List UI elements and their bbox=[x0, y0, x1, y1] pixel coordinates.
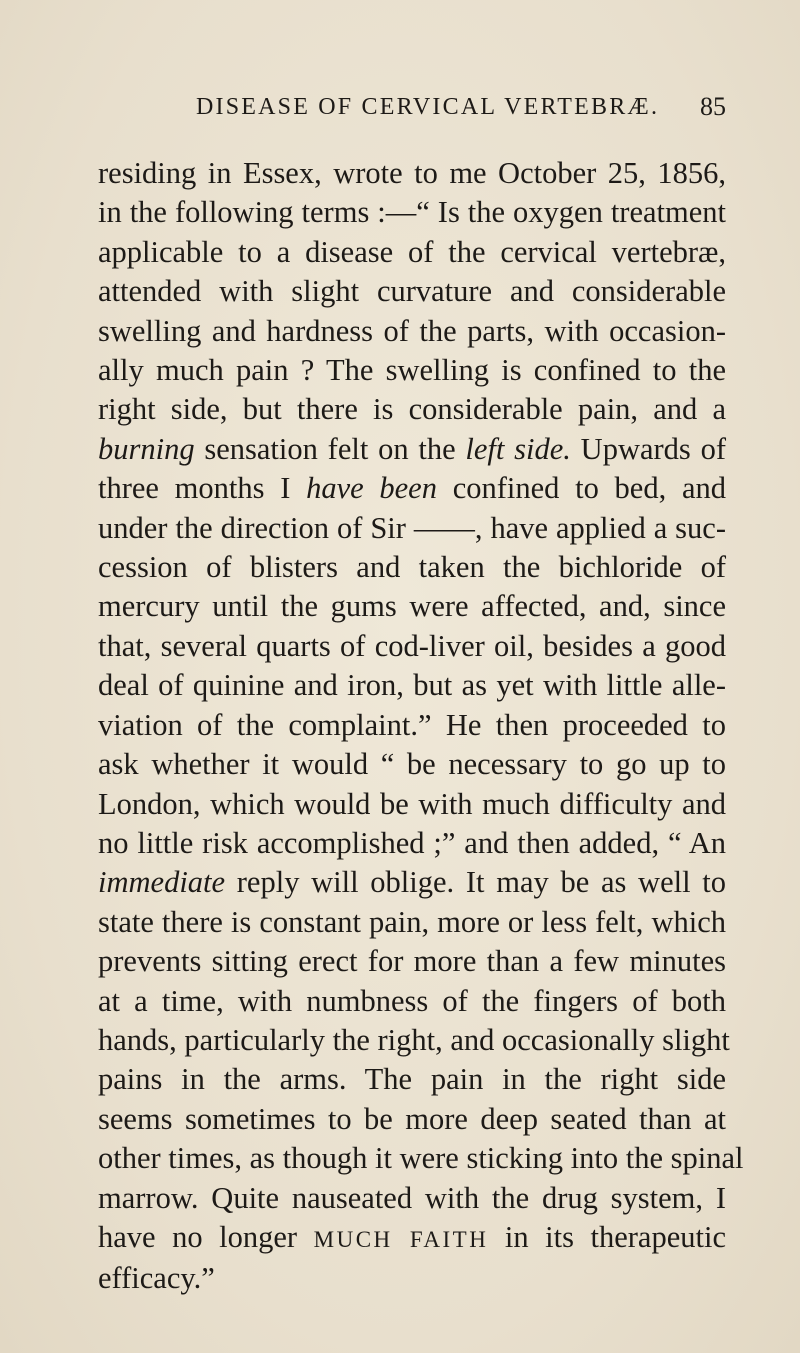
text-line: marrow. Quite nauseated with the drug system, I bbox=[98, 1180, 726, 1215]
body-paragraph bbox=[98, 154, 744, 1299]
italic-text: burning bbox=[98, 431, 195, 466]
text-line: residing in Essex, wrote to me October 25, 1856, bbox=[98, 156, 726, 190]
text-line: that, several quarts of cod-liver oil, besides a good bbox=[98, 628, 726, 663]
italic-text: immediate bbox=[98, 865, 226, 900]
text-line: ask whether it would “ be necessary to go up to bbox=[98, 747, 726, 782]
text-line: prevents sitting erect for more than a few minutes bbox=[98, 944, 726, 979]
text-run: three months I bbox=[98, 471, 307, 506]
text-line: no little risk accomplished ;” and then added, “ An bbox=[98, 825, 726, 860]
text-run: have no longer bbox=[98, 1219, 314, 1254]
text-line: London, which would be with much difficulty and bbox=[98, 786, 726, 821]
text-line: seems sometimes to be more deep seated than at bbox=[98, 1101, 726, 1136]
text-line: mercury until the gums were affected, and, since bbox=[98, 589, 726, 624]
running-head-title: DISEASE OF CERVICAL VERTEBRÆ. bbox=[196, 94, 660, 120]
text-line bbox=[98, 469, 726, 508]
text-line: attended with slight curvature and considerable bbox=[98, 274, 726, 309]
text-run: sensation felt on the bbox=[194, 431, 466, 466]
italic-text: have been bbox=[306, 471, 437, 506]
text-line: pains in the arms. The pain in the right side bbox=[98, 1062, 726, 1097]
text-line: hands, particularly the right, and occasionally slight bbox=[98, 1022, 730, 1057]
small-caps-text: MUCH FAITH bbox=[313, 1226, 489, 1252]
text-run: Upwards of bbox=[570, 431, 726, 466]
text-line: cession of blisters and taken the bichloride of bbox=[98, 550, 726, 585]
text-line: at a time, with numbness of the fingers of both bbox=[98, 983, 726, 1018]
text-line bbox=[98, 430, 726, 469]
text-line: ally much pain ? The swelling is confined to the bbox=[98, 353, 726, 388]
italic-text: left side. bbox=[465, 431, 571, 466]
text-run: reply will oblige. It may be as well to bbox=[225, 865, 726, 900]
text-line: in the following terms :—“ Is the oxygen treatment bbox=[98, 195, 726, 230]
page-number: 85 bbox=[700, 92, 726, 121]
text-line: deal of quinine and iron, but as yet with little alle- bbox=[98, 668, 726, 703]
text-line: applicable to a disease of the cervical vertebræ, bbox=[98, 234, 726, 269]
text-line: efficacy.” bbox=[98, 1261, 215, 1296]
text-line: right side, but there is considerable pain, and a bbox=[98, 392, 726, 427]
text-line: under the direction of Sir ——, have applied a suc- bbox=[98, 510, 726, 545]
text-line: state there is constant pain, more or less felt, which bbox=[98, 904, 726, 939]
text-line bbox=[98, 1218, 726, 1259]
text-run: in its therapeutic bbox=[488, 1219, 726, 1254]
text-line: other times, as though it were sticking into the spinal bbox=[98, 1141, 744, 1176]
text-line bbox=[98, 863, 726, 902]
text-run: confined to bed, and bbox=[436, 471, 726, 506]
text-line: viation of the complaint.” He then proceeded to bbox=[98, 707, 726, 742]
text-line: swelling and hardness of the parts, with occasion- bbox=[98, 313, 726, 348]
